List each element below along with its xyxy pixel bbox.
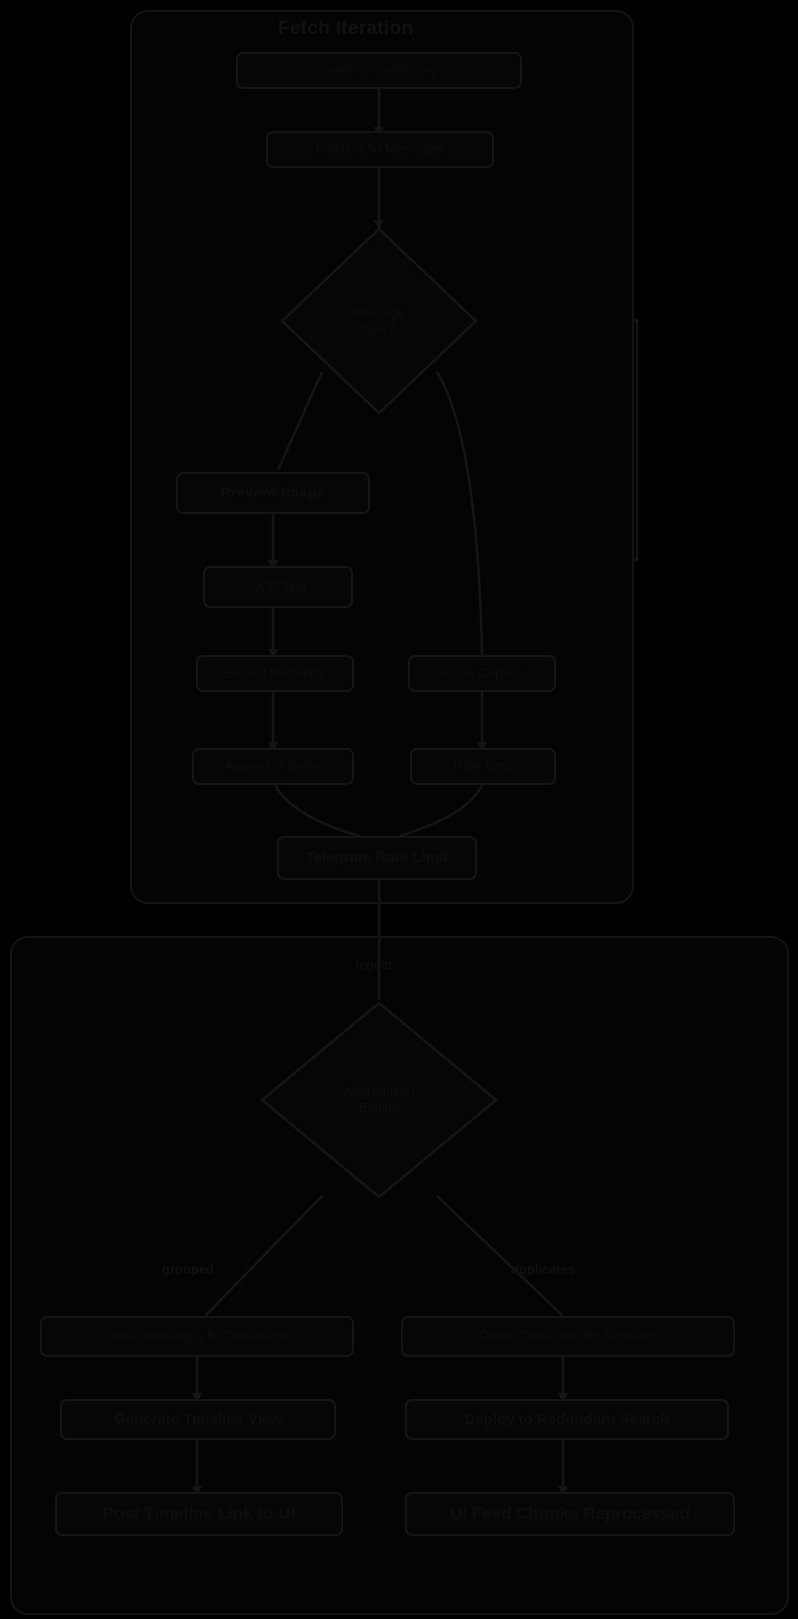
node-message-type-decision[interactable] [279, 226, 479, 416]
decision-label-line2: Engine [358, 1100, 400, 1115]
node-detect-duplicates-by-similarity[interactable]: Detect Duplicates By Similarity [401, 1316, 735, 1357]
decision-label-line1: Aggregation [343, 1084, 415, 1100]
node-aggregation-engine-decision[interactable] [259, 1000, 499, 1200]
node-group-messages-by-timestamp[interactable]: Group Messages By Timestamp [40, 1316, 354, 1357]
node-deploy-to-redundant-search[interactable]: Deploy to Redundant Search [405, 1399, 729, 1440]
cluster-title-fetch-iteration: Fetch Iteration [278, 18, 414, 39]
node-generate-timeline-view[interactable]: Generate Timeline View [60, 1399, 336, 1440]
node-rate-limit[interactable]: Rate Limit [410, 748, 556, 785]
node-telegram-rate-limit[interactable]: Telegram Rate Limit [277, 836, 477, 880]
node-extract-metadata[interactable]: Extract Metadata [196, 655, 354, 692]
node-append-to-buffer[interactable]: Append to Buffer [192, 748, 354, 785]
node-batch-of-50-messages[interactable]: Batch of 50 Messages [266, 131, 494, 168]
node-telethon-gethistory[interactable]: Telethon GetHistory [236, 52, 522, 89]
node-ocr-text[interactable]: OCR Text [203, 566, 353, 608]
edge-label-repeat: repeat [355, 957, 392, 972]
node-post-timeline-link-to-ui[interactable]: Post Timeline Link to UI [55, 1492, 343, 1536]
node-preview-image[interactable]: Preview Image [176, 472, 370, 514]
diamond-label-group [259, 1000, 499, 1200]
decision-label-line1: Message [352, 305, 406, 321]
decision-label-line2: type? [363, 321, 395, 336]
edge-label-grouped: grouped [162, 1262, 214, 1277]
node-ui-feed-chunks-reprocessed[interactable]: UI Feed Chunks Reprocessed [405, 1492, 735, 1536]
edge-label-duplicates: duplicates [511, 1262, 576, 1277]
node-parse-caption[interactable]: Parse Caption [408, 655, 556, 692]
diamond-label-group [279, 226, 479, 416]
